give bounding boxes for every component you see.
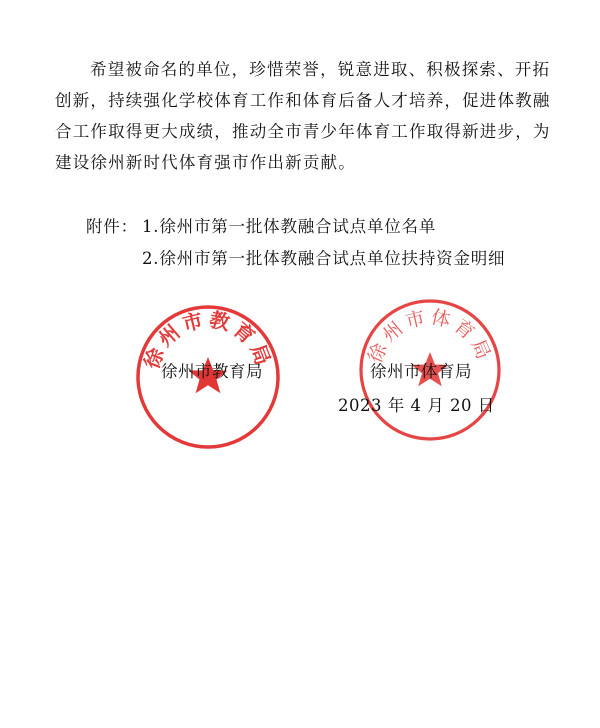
attachment-item-1: 1.徐州市第一批体教融合试点单位名单 — [142, 217, 437, 236]
paragraph-line: 合工作取得更大成绩，推动全市青少年体育工作取得新进步，为 — [55, 122, 551, 141]
attachment-item-2: 2.徐州市第一批体教融合试点单位扶持资金明细 — [142, 249, 506, 268]
svg-text:徐州市教育局: 徐州市教育局 — [139, 307, 277, 372]
document-date: 2023 年 4 月 20 日 — [338, 396, 495, 415]
attachments-block — [86, 211, 505, 275]
paragraph-line: 创新，持续强化学校体育工作和体育后备人才培养，促进体教融 — [55, 91, 551, 110]
svg-text:徐州市体育局: 徐州市体育局 — [364, 306, 496, 367]
paragraph-line: 建设徐州新时代体育强市作出新贡献。 — [55, 153, 356, 172]
education-bureau-signature: 徐州市教育局 — [161, 362, 263, 381]
attachment-row — [86, 211, 505, 243]
attachment-row — [86, 243, 505, 275]
paragraph-line: 希望被命名的单位，珍惜荣誉，锐意进取、积极探索、开拓 — [90, 60, 551, 79]
attachments-label: 附件： — [86, 217, 138, 236]
sports-bureau-signature: 徐州市体育局 — [370, 362, 472, 381]
body-paragraph — [55, 54, 555, 178]
